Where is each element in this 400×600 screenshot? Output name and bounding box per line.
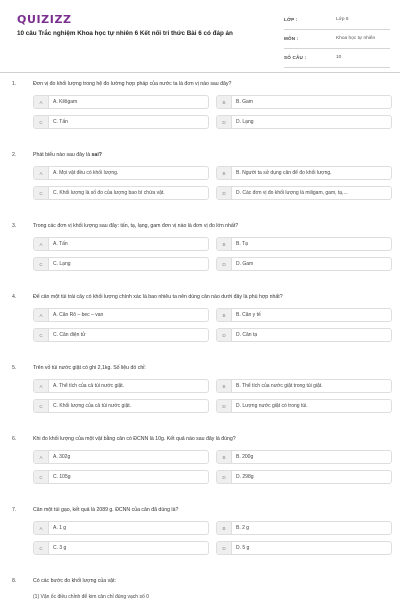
option-text: B. Thể tích của nước giặt trong túi giặt. [236, 383, 323, 389]
quizizz-logo: QUIZIZZ [17, 13, 72, 26]
question-7 [0, 502, 400, 573]
meta-row-grade [284, 13, 390, 30]
question-text [33, 223, 388, 229]
option-d[interactable] [216, 257, 392, 271]
option-b[interactable] [216, 521, 392, 535]
option-letter: B [217, 522, 232, 535]
worksheet-meta [284, 13, 390, 70]
option-text: C. Khối lượng của cả túi nước giặt. [53, 403, 132, 409]
option-a[interactable] [33, 95, 209, 109]
option-letter: A [34, 96, 49, 109]
option-letter: C [34, 471, 49, 484]
option-d[interactable] [216, 186, 392, 200]
option-letter: B [217, 451, 232, 464]
meta-value: 10 [336, 55, 342, 60]
question-8 [0, 573, 400, 600]
option-c[interactable] [33, 470, 209, 484]
option-text: D. Cân tạ [236, 332, 258, 338]
option-text: C. 105g [53, 474, 71, 480]
option-text: A. 1 g [53, 525, 67, 531]
option-letter: A [34, 309, 49, 322]
header-divider [0, 72, 400, 73]
option-text: D. Các đơn vị đo khối lượng là miligam, gam, tạ,... [236, 190, 348, 196]
question-6 [0, 431, 400, 502]
question-text [33, 294, 388, 300]
option-letter: B [217, 167, 232, 180]
question-number: 2. [12, 152, 17, 158]
question-number: 4. [12, 294, 17, 300]
question-step-line: (1) Vặn ốc điều chỉnh để kim cân chỉ đúng vạch số 0 [33, 594, 149, 600]
question-text: Có các bước đo khối lượng của vật: [33, 578, 116, 584]
question-text-main: Trong các đơn vị khối lượng sau đây: tấn, tạ, lạng, gam đơn vị nào là đơn vị đo lớn nhất? [33, 223, 239, 229]
meta-value: Lớp 6 [336, 17, 349, 22]
option-b[interactable] [216, 166, 392, 180]
question-1 [0, 76, 400, 147]
option-text: A. Kilôgam [53, 99, 78, 105]
question-3 [0, 218, 400, 289]
option-letter: D [217, 258, 232, 271]
option-letter: A [34, 380, 49, 393]
option-letter: A [34, 238, 49, 251]
question-text-main: Trên vỏ túi nước giặt có ghi 2,1kg. Số liệu đó chỉ: [33, 365, 146, 371]
option-letter: D [217, 471, 232, 484]
option-text: A. Thể tích của cả túi nước giặt. [53, 383, 125, 389]
option-text: D. Lượng nước giặt có trong túi. [236, 403, 308, 409]
option-c[interactable] [33, 399, 209, 413]
option-c[interactable] [33, 541, 209, 555]
option-text: D. Gam [236, 261, 254, 267]
option-text: C. Khối lượng là số đo của lượng bao bì chứa vật. [53, 190, 165, 196]
option-text: B. Gam [236, 99, 253, 105]
meta-row-subject [284, 32, 390, 49]
option-text: B. Tạ [236, 241, 248, 247]
option-letter: B [217, 238, 232, 251]
option-text: C. Lạng [53, 261, 71, 267]
question-text-main: Cân một túi gạo, kết quả là 2089 g. ĐCNN của cân đã dùng là? [33, 507, 179, 513]
option-c[interactable] [33, 186, 209, 200]
meta-row-count [284, 51, 390, 68]
meta-label: SỐ CÂU : [284, 55, 307, 60]
question-2 [0, 147, 400, 218]
option-a[interactable] [33, 521, 209, 535]
option-letter: D [217, 116, 232, 129]
question-text-main: Để cân một túi trái cây có khối lượng chính xác là bao nhiêu ta nên dùng cân nào dưới đây là phù hợp nhất? [33, 294, 283, 300]
question-list [0, 76, 400, 600]
option-b[interactable] [216, 379, 392, 393]
question-number: 5. [12, 365, 17, 371]
option-text: B. 200g [236, 454, 254, 460]
question-text-bold: sai? [91, 152, 102, 158]
question-text [33, 152, 388, 158]
option-d[interactable] [216, 328, 392, 342]
option-d[interactable] [216, 399, 392, 413]
option-letter: C [34, 542, 49, 555]
option-b[interactable] [216, 237, 392, 251]
option-b[interactable] [216, 308, 392, 322]
option-letter: D [217, 400, 232, 413]
option-text: C. Cân điện tử [53, 332, 86, 338]
option-letter: C [34, 329, 49, 342]
option-text: A. Cân Rô – bec – van [53, 312, 104, 318]
option-text: D. 5 g [236, 545, 250, 551]
question-text [33, 507, 388, 513]
meta-label: MÔN : [284, 36, 299, 41]
option-text: B. Cân y tế [236, 312, 261, 318]
question-number: 7. [12, 507, 17, 513]
option-b[interactable] [216, 95, 392, 109]
option-c[interactable] [33, 328, 209, 342]
question-4 [0, 289, 400, 360]
option-a[interactable] [33, 166, 209, 180]
option-letter: C [34, 187, 49, 200]
worksheet-header [0, 0, 400, 70]
option-letter: D [217, 329, 232, 342]
option-d[interactable] [216, 470, 392, 484]
option-letter: A [34, 167, 49, 180]
option-text: C. 3 g [53, 545, 67, 551]
option-text: A. Tấn [53, 241, 68, 247]
option-text: B. Người ta sử dụng cân để đo khối lượng. [236, 170, 332, 176]
question-text-main: Đơn vị đo khối lượng trong hệ đo lường hợp pháp của nước ta là đơn vị nào sau đây? [33, 81, 232, 87]
question-number: 1. [12, 81, 17, 87]
option-c[interactable] [33, 257, 209, 271]
option-letter: C [34, 400, 49, 413]
option-text: D. 298g [236, 474, 254, 480]
option-text: A. Mọi vật đều có khối lượng. [53, 170, 119, 176]
option-text: B. 2 g [236, 525, 250, 531]
option-letter: C [34, 258, 49, 271]
question-number: 8. [12, 578, 17, 584]
question-text-main: Khi đo khối lượng của một vật bằng cân có ĐCNN là 10g. Kết quả nào sau đây là đúng? [33, 436, 236, 442]
option-d[interactable] [216, 115, 392, 129]
option-letter: A [34, 522, 49, 535]
option-letter: B [217, 309, 232, 322]
option-letter: D [217, 187, 232, 200]
question-text [33, 365, 388, 371]
option-b[interactable] [216, 450, 392, 464]
option-d[interactable] [216, 541, 392, 555]
question-5 [0, 360, 400, 431]
option-text: C. Tấn [53, 119, 68, 125]
question-number: 6. [12, 436, 17, 442]
option-a[interactable] [33, 379, 209, 393]
meta-label: LỚP : [284, 17, 298, 22]
option-a[interactable] [33, 308, 209, 322]
meta-value: Khoa học tự nhiên [336, 36, 376, 41]
option-a[interactable] [33, 237, 209, 251]
question-text [33, 81, 388, 87]
option-text: A. 302g [53, 454, 71, 460]
question-text [33, 436, 388, 442]
option-letter: C [34, 116, 49, 129]
option-a[interactable] [33, 450, 209, 464]
question-number: 3. [12, 223, 17, 229]
option-letter: B [217, 380, 232, 393]
option-letter: B [217, 96, 232, 109]
option-letter: A [34, 451, 49, 464]
worksheet-title: 10 câu Trắc nghiệm Khoa học tự nhiên 6 Kết nối tri thức Bài 6 có đáp án [17, 30, 233, 37]
option-c[interactable] [33, 115, 209, 129]
option-text: D. Lạng [236, 119, 254, 125]
option-letter: D [217, 542, 232, 555]
question-text-main: Phát biểu nào sau đây là [33, 152, 92, 158]
